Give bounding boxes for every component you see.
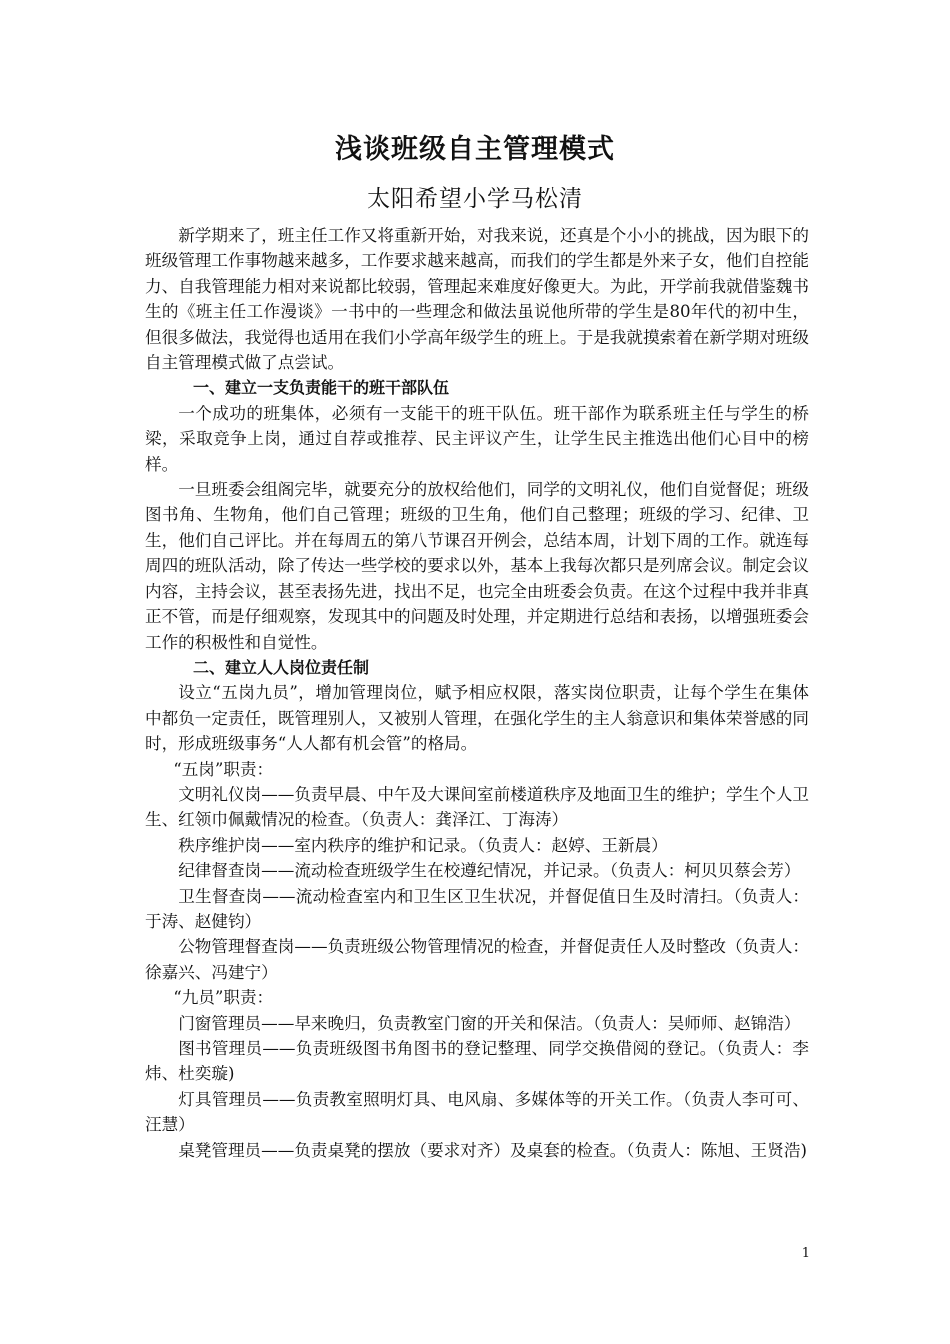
post-item: 卫生督查岗——流动检查室内和卫生区卫生状况，并督促值日生及时清扫。（负责人：于涛、赵健钧） — [145, 886, 809, 931]
body-paragraph: 一旦班委会组阁完毕，就要充分的放权给他们，同学的文明礼仪，他们自觉督促；班级图书角、生物角，他们自己管理；班级的卫生角，他们自己整理；班级的学习、纪律、卫生，他们自己评比。并在每周五的第八节课召开例会，总结本周，计划下周的工作。就连每周四的班队活动，除了传达一些学校的要求以外，基本上我每次都只是列席会议。制定会议内容，主持会议，甚至表扬先进，找出不足，也完全由班委会负责。在这个过程中我并非真正不管，而是仔细观察，发现其中的问题及时处理，并定期进行总结和表扬，以增强班委会工作的积极性和自觉性。 — [145, 480, 809, 652]
post-item: 秩序维护岗——室内秩序的维护和记录。（负责人：赵婷、王新晨） — [178, 835, 668, 855]
document-body — [145, 223, 809, 1163]
intro-paragraph: 新学期来了，班主任工作又将重新开始，对我来说，还真是个小小的挑战，因为眼下的班级管理工作事物越来越多，工作要求越来越高，而我们的学生都是外来子女，他们自控能力、自我管理能力相对来说都比较弱，管理起来难度好像更大。为此，开学前我就借鉴魏书生的《班主任工作漫谈》一书中的一些理念和做法虽说他所带的学生是80年代的初中生，但很多做法，我觉得也适用在我们小学高年级学生的班上。于是我就摸索着在新学期对班级自主管理模式做了点尝试。 — [145, 226, 809, 373]
page-number: 1 — [801, 1246, 810, 1261]
member-item: 灯具管理员——负责教室照明灯具、电风扇、多媒体等的开关工作。（负责人李可可、汪慧） — [145, 1089, 809, 1135]
body-paragraph: 一个成功的班集体，必须有一支能干的班干队伍。班干部作为联系班主任与学生的桥梁，采取竞争上岗，通过自荐或推荐、民主评议产生，让学生民主推选出他们心目中的榜样。 — [145, 403, 809, 474]
member-item: 门窗管理员——早来晚归，负责教室门窗的开关和保洁。（负责人：吴师师、赵锦浩） — [178, 1013, 801, 1033]
document-title: 浅谈班级自主管理模式 — [335, 134, 615, 165]
member-item: 图书管理员——负责班级图书角图书的登记整理、同学交换借阅的登记。（负责人：李炜、杜奕璇) — [145, 1039, 809, 1084]
post-item: 公物管理督查岗——负责班级公物管理情况的检查，并督促责任人及时整改（负责人：徐嘉兴、冯建宁） — [145, 937, 809, 982]
post-item: 文明礼仪岗——负责早晨、中午及大课间室前楼道秩序及地面卫生的维护；学生个人卫生、红领巾佩戴情况的检查。（负责人：龚泽江、丁海涛） — [145, 784, 809, 830]
section-heading-2: 二、建立人人岗位责任制 — [193, 657, 370, 677]
subheading-five-posts: “五岗”职责： — [173, 759, 274, 779]
subheading-nine-members: “九员”职责： — [173, 988, 274, 1008]
post-item: 纪律督查岗——流动检查班级学生在校遵纪情况，并记录。（负责人：柯贝贝蔡会芳） — [178, 861, 801, 881]
body-paragraph: 设立“五岗九员”，增加管理岗位，赋予相应权限，落实岗位职责，让每个学生在集体中都负一定责任，既管理别人，又被别人管理，在强化学生的主人翁意识和集体荣誉感的同时，形成班级事务“人人都有机会管”的格局。 — [145, 683, 809, 754]
author-line: 太阳希望小学马松清 — [367, 186, 583, 212]
member-item: 桌凳管理员——负责桌凳的摆放（要求对齐）及桌套的检查。（负责人：陈旭、王贤浩) — [178, 1140, 807, 1160]
section-heading-1: 一、建立一支负责能干的班干部队伍 — [193, 378, 450, 398]
